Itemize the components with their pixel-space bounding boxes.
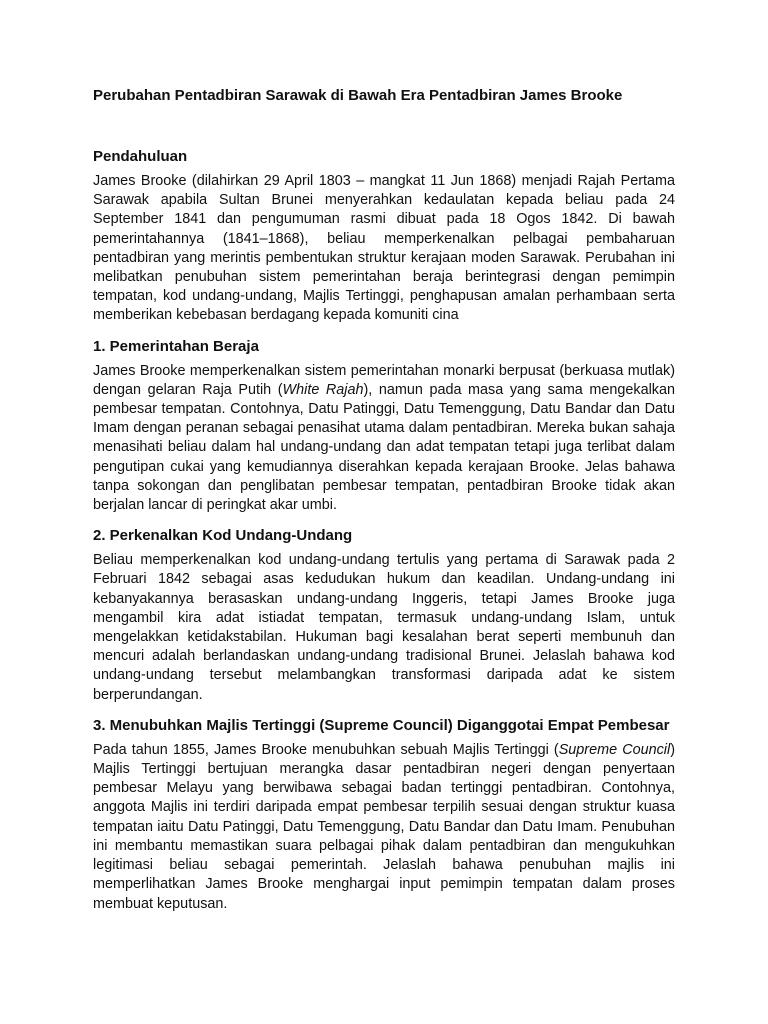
section-heading-pemerintahan-beraja: 1. Pemerintahan Beraja xyxy=(93,337,259,355)
section-heading-majlis-tertinggi: 3. Menubuhkan Majlis Tertinggi (Supreme Council) Diganggotai Empat Pembesar xyxy=(93,716,670,734)
section-heading-kod-undang-undang: 2. Perkenalkan Kod Undang-Undang xyxy=(93,527,353,545)
paragraph-text: Pada tahun 1855, James Brooke menubuhkan sebuah Majlis Tertinggi ( xyxy=(93,741,559,758)
section-paragraph-kod-undang-undang xyxy=(93,551,675,705)
paragraph-italic-term: Supreme Council xyxy=(558,741,671,758)
paragraph-text: James Brooke memperkenalkan sistem pemerintahan monarki berpusat (berkuasa mutlak) dengan gelaran Raja Putih ( xyxy=(93,362,675,398)
section-paragraph-pendahuluan xyxy=(93,172,675,326)
section-paragraph-majlis-tertinggi xyxy=(93,741,675,914)
paragraph-text: James Brooke (dilahirkan 29 April 1803 – mangkat 11 Jun 1868) menjadi Rajah Pertama Sarawak apabila Sultan Brunei menyerahkan kedaulatan kepada beliau pada 24 September 1841 dan pengumuman rasmi dibuat pada 18 Ogos 1842. Di bawah pemerintahannya (1841–1868), beliau memperkenalkan pelbagai pembaharuan pentadbiran yang merintis pembentukan struktur kerajaan moden Sarawak. Perubahan ini melibatkan penubuhan sistem pemerintahan beraja berintegrasi dengan pemimpin tempatan, kod undang-undang, Majlis Tertinggi, penghapusan amalan perhambaan serta memberikan kebebasan berdagang kepada komuniti cina xyxy=(93,173,675,324)
paragraph-text: Beliau memperkenalkan kod undang-undang tertulis yang pertama di Sarawak pada 2 Februari 1842 sebagai asas kedudukan hukum dan keadilan. Undang-undang ini kebanyakannya berasaskan undang-undang Inggeris, tetapi James Brooke juga mengambil kira adat istiadat tempatan, termasuk undang-undang Islam, untuk mengelakkan ketidakstabilan. Hukuman bagi kesalahan berat seperti membunuh dan mencuri adalah berlandaskan undang-undang tradisional Brunei. Jelaslah bahawa kod undang-undang tersebut melambangkan transformasi daripada adat ke sistem berperundangan. xyxy=(93,552,675,703)
section-paragraph-pemerintahan-beraja xyxy=(93,362,675,516)
paragraph-text: ) Majlis Tertinggi bertujuan merangka dasar pentadbiran negeri dengan penyertaan pembesar Melayu yang berwibawa sebagai badan tertinggi pentadbiran. Contohnya, anggota Majlis ini terdiri daripada empat pembesar terpilih sesuai dengan struktur kuasa tempatan iaitu Datu Patinggi, Datu Temenggung, Datu Bandar dan Datu Imam. Penubuhan ini membantu memastikan suara pelbagai pihak dalam pentadbiran dan mengukuhkan legitimasi beliau sebagai pemerintah. Jelaslah bahawa penubuhan majlis ini memperlihatkan James Brooke menghargai input pemimpin tempatan dalam proses membuat keputusan. xyxy=(93,741,675,912)
section-heading-pendahuluan: Pendahuluan xyxy=(93,148,188,165)
paragraph-text: ), namun pada masa yang sama mengekalkan pembesar tempatan. Contohnya, Datu Patinggi, Datu Temenggung, Datu Bandar dan Datu Imam dengan peranan sebagai penasihat utama dalam pentadbiran. Mereka bukan sahaja menasihati beliau dalam hal undang-undang dan adat tempatan tetapi juga terlibat dalam pengutipan cukai yang kemudiannya diserahkan kepada kerajaan Brooke. Jelas bahawa tanpa sokongan dan penglibatan pembesar tempatan, pentadbiran Brooke tidak akan berjalan lancar di peringkat akar umbi. xyxy=(93,381,675,514)
document-page xyxy=(93,86,675,925)
paragraph-italic-term: White Rajah xyxy=(282,381,364,398)
document-title: Perubahan Pentadbiran Sarawak di Bawah Era Pentadbiran James Brooke xyxy=(93,87,623,104)
